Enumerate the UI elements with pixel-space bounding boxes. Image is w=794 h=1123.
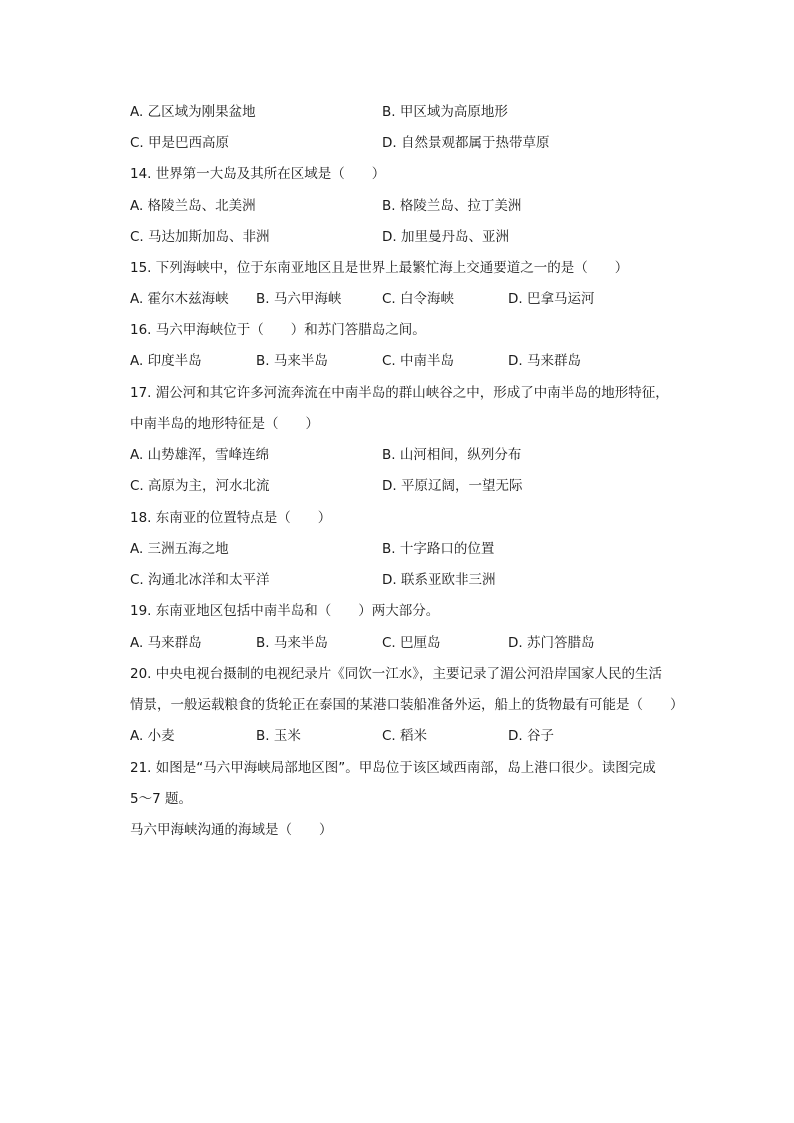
q17-option-c: C. 高原为主，河水北流 [130,478,270,494]
q19-option-d: D. 苏门答腊岛 [508,635,595,651]
q16-option-b: B. 马来半岛 [256,353,328,369]
q13-option-d: D. 自然景观都属于热带草原 [382,135,550,151]
q21-stem-line-1: 21. 如图是“马六甲海峡局部地区图”。甲岛位于该区域西南部，岛上港口很少。读图完成 [130,760,656,776]
q17-option-a: A. 山势雄浑，雪峰连绵 [130,447,270,463]
q14-option-d: D. 加里曼丹岛、亚洲 [382,229,509,245]
q18-option-b: B. 十字路口的位置 [382,541,495,557]
q19-option-a: A. 马来群岛 [130,635,202,651]
q18-stem: 18. 东南亚的位置特点是（ ） [130,510,332,526]
q14-option-c: C. 马达加斯加岛、非洲 [130,229,270,245]
q20-option-c: C. 稻米 [382,728,428,744]
q14-option-a: A. 格陵兰岛、北美洲 [130,198,256,214]
q15-option-a: A. 霍尔木兹海峡 [130,291,229,307]
q14-option-b: B. 格陵兰岛、拉丁美洲 [382,198,522,214]
q19-option-b: B. 马来半岛 [256,635,328,651]
q18-option-c: C. 沟通北冰洋和太平洋 [130,572,270,588]
q18-option-d: D. 联系亚欧非三洲 [382,572,496,588]
q15-stem: 15. 下列海峡中，位于东南亚地区且是世界上最繁忙海上交通要道之一的是（ ） [130,260,629,276]
q15-option-b: B. 马六甲海峡 [256,291,342,307]
q17-option-d: D. 平原辽阔，一望无际 [382,478,523,494]
q20-stem-line-1: 20. 中央电视台摄制的电视纪录片《同饮一江水》，主要记录了湄公河沿岸国家人民的生活 [130,666,663,682]
q17-stem-line-1: 17. 湄公河和其它许多河流奔流在中南半岛的群山峡谷之中，形成了中南半岛的地形特征， [130,385,669,401]
q19-stem: 19. 东南亚地区包括中南半岛和（ ）两大部分。 [130,603,440,619]
q20-stem-line-2: 情景，一般运载粮食的货轮正在泰国的某港口装船准备外运，船上的货物最有可能是（ ） [130,697,684,713]
q20-option-b: B. 玉米 [256,728,301,744]
q19-option-c: C. 巴厘岛 [382,635,441,651]
q21-stem-line-3: 马六甲海峡沟通的海域是（ ） [130,822,333,838]
q16-option-a: A. 印度半岛 [130,353,202,369]
q13-option-b: B. 甲区域为高原地形 [382,104,508,120]
q17-option-b: B. 山河相间，纵列分布 [382,447,522,463]
q13-option-a: A. 乙区域为刚果盆地 [130,104,256,120]
q16-option-c: C. 中南半岛 [382,353,455,369]
q16-option-d: D. 马来群岛 [508,353,581,369]
q13-option-c: C. 甲是巴西高原 [130,135,230,151]
q18-option-a: A. 三洲五海之地 [130,541,229,557]
q15-option-d: D. 巴拿马运河 [508,291,595,307]
q14-stem: 14. 世界第一大岛及其所在区域是（ ） [130,166,386,182]
q20-option-a: A. 小麦 [130,728,175,744]
q17-stem-line-2: 中南半岛的地形特征是（ ） [130,416,319,432]
q15-option-c: C. 白令海峡 [382,291,455,307]
q16-stem: 16. 马六甲海峡位于（ ）和苏门答腊岛之间。 [130,322,426,338]
q21-stem-line-2: 5～7 题。 [130,791,192,807]
q20-option-d: D. 谷子 [508,728,554,744]
